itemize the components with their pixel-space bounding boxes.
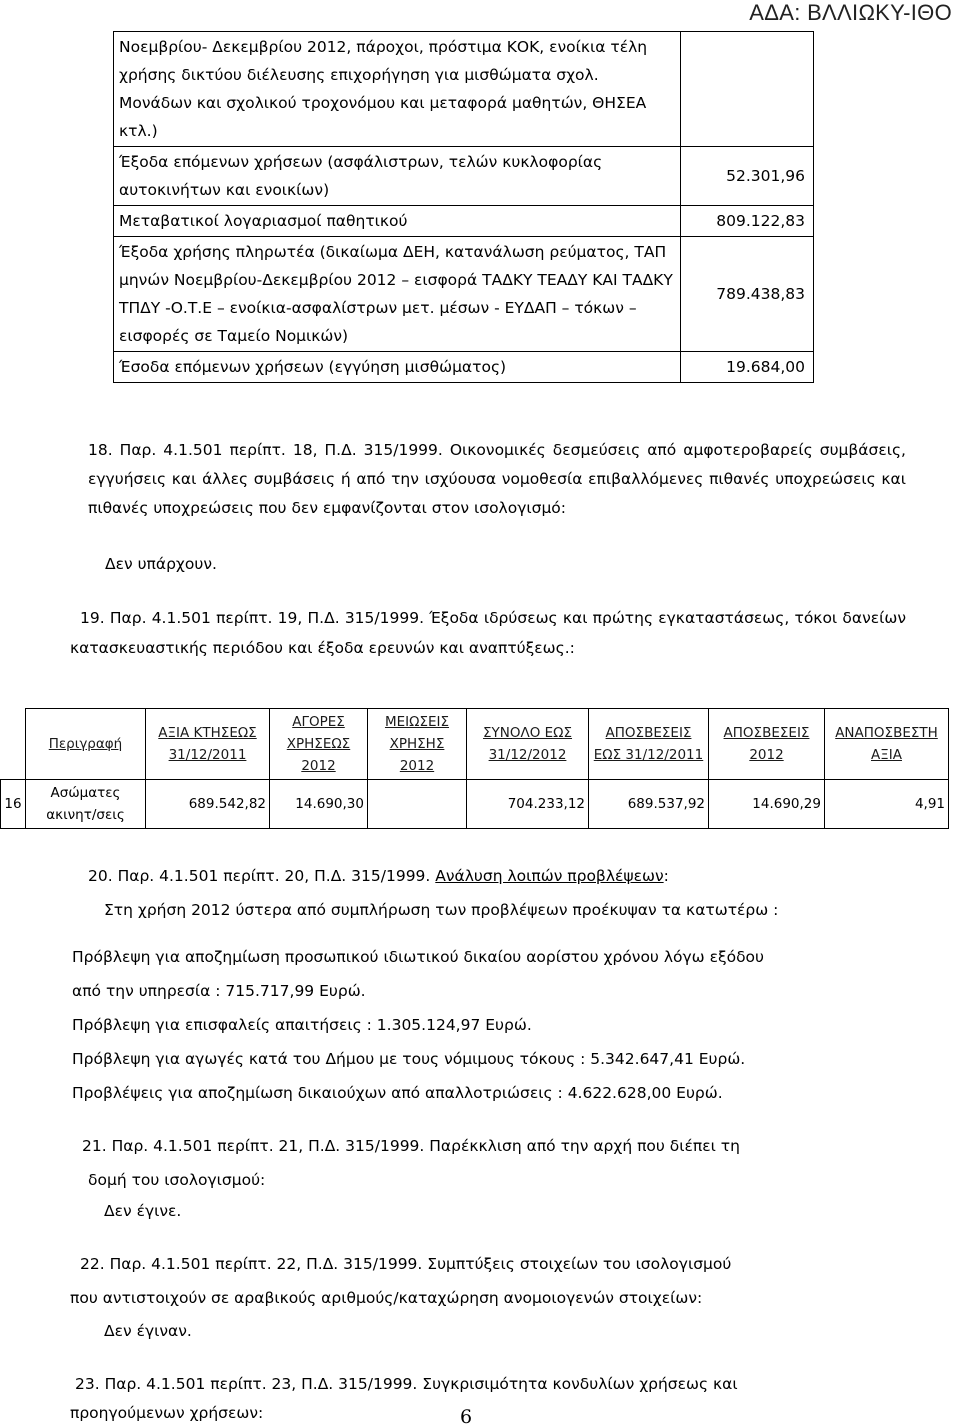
section-23-body: Συγκρισιμότητα κονδυλίων χρήσεως και [422, 1375, 738, 1393]
provision-1 [72, 978, 366, 1005]
provision-4 [72, 1080, 723, 1107]
row-number: 16 [1, 780, 26, 829]
provision-3 [72, 1046, 745, 1073]
provision-2-label: Πρόβλεψη για επισφαλείς απαιτήσεις : [72, 1016, 372, 1034]
table-row [114, 147, 814, 206]
table-row [114, 206, 814, 237]
page-number: 6 [460, 1406, 473, 1428]
section-22 [80, 1251, 731, 1278]
row-value: 789.438,83 [681, 237, 814, 352]
cell: 689.537,92 [589, 780, 709, 829]
col-header: ΑΠΟΣΒΕΣΕΙΣ 2012 [709, 709, 825, 780]
table-row [114, 352, 814, 383]
section-18-body: Οικονομικές δεσμεύσεις από αμφοτεροβαρείς συμβάσεις, εγγυήσεις και άλλες συμβάσεις ή από την ισχύουσα νομοθεσία επιβαλλόμενες πιθανές υποχρεώσεις και πιθανές υποχρεώσεις που δεν εμφανίζονται στον ισολογισμό: [88, 441, 906, 517]
section-22-head: 22. Παρ. 4.1.501 περίπτ. 22, Π.Δ. 315/1999. [80, 1255, 423, 1273]
balance-table [113, 31, 814, 383]
provision-3-label: Πρόβλεψη για αγωγές κατά του Δήμου με τους νόμιμους τόκους : [72, 1050, 586, 1068]
section-23 [75, 1371, 738, 1398]
section-21-answer: Δεν έγινε. [104, 1202, 182, 1220]
provision-2-value: 1.305.124,97 Ευρώ. [376, 1016, 532, 1034]
table-header-row [1, 709, 949, 780]
section-21-body-cont: δομή του ισολογισμού: [88, 1171, 266, 1189]
section-20-intro: Στη χρήση 2012 ύστερα από συμπλήρωση των προβλέψεων προέκυψαν τα κατωτέρω : [104, 901, 779, 919]
section-18-head: 18. Παρ. 4.1.501 περίπτ. 18, Π.Δ. 315/1999. [88, 441, 443, 459]
provision-1-value: 715.717,99 Ευρώ. [225, 982, 366, 1000]
provision-3-value: 5.342.647,41 Ευρώ. [590, 1050, 746, 1068]
section-19-body: Έξοδα ιδρύσεως και πρώτης εγκαταστάσεως, τόκοι δανείων κατασκευαστικής περιόδου και έξοδα ερευνών και αναπτύξεως.: [70, 609, 906, 657]
provision-4-value: 4.622.628,00 Ευρώ. [567, 1084, 723, 1102]
cell: 4,91 [825, 780, 949, 829]
assets-table [0, 708, 949, 829]
section-23-body-cont: προηγούμενων χρήσεων: [70, 1404, 264, 1422]
section-20-heading [88, 863, 669, 890]
row-desc: Μεταβατικοί λογαριασμοί παθητικού [114, 206, 681, 237]
section-20-title: Ανάλυση λοιπών προβλέψεων [435, 867, 664, 885]
col-header: ΑΓΟΡΕΣ ΧΡΗΣΕΩΣ 2012 [270, 709, 368, 780]
col-header: ΣΥΝΟΛΟ ΕΩΣ 31/12/2012 [467, 709, 589, 780]
provision-1a: Πρόβλεψη για αποζημίωση προσωπικού ιδιωτικού δικαίου αορίστου χρόνου λόγω εξόδου [72, 948, 765, 966]
row-value: 19.684,00 [681, 352, 814, 383]
section-22-body: Συμπτύξεις στοιχείων του ισολογισμού [427, 1255, 732, 1273]
section-18-answer: Δεν υπάρχουν. [105, 555, 217, 573]
row-value: 52.301,96 [681, 147, 814, 206]
table-row [114, 237, 814, 352]
row-desc: Έσοδα επόμενων χρήσεων (εγγύηση μισθώματος) [114, 352, 681, 383]
section-21-body: Παρέκκλιση από την αρχή που διέπει τη [429, 1137, 740, 1155]
table-row [114, 32, 814, 147]
row-desc: Έξοδα χρήσης πληρωτέα (δικαίωμα ΔΕΗ, κατανάλωση ρεύματος, ΤΑΠ μηνών Νοεμβρίου-Δεκεμβρίου 2012 – εισφορά ΤΑΔΚΥ ΤΕΑΔΥ ΚΑΙ ΤΑΔΚΥ ΤΠΔΥ -Ο.Τ.Ε – ενοίκια-ασφαλίστρων μετ. μέσων - ΕΥΔΑΠ – τόκων – εισφορές σε Ταμείο Νομικών) [114, 237, 681, 352]
col-header: ΜΕΙΩΣΕΙΣ ΧΡΗΣΗΣ 2012 [368, 709, 467, 780]
row-value: 809.122,83 [681, 206, 814, 237]
cell: 689.542,82 [146, 780, 270, 829]
section-19-head: 19. Παρ. 4.1.501 περίπτ. 19, Π.Δ. 315/1999. [80, 609, 425, 627]
row-desc: Ασώματες ακινητ/σεις [26, 780, 146, 829]
col-header: Περιγραφή [26, 709, 146, 780]
cell: 704.233,12 [467, 780, 589, 829]
cell: 14.690,29 [709, 780, 825, 829]
section-20-head: 20. Παρ. 4.1.501 περίπτ. 20, Π.Δ. 315/1999. [88, 867, 431, 885]
col-header: ΑΝΑΠΟΣΒΕΣΤΗ ΑΞΙΑ [825, 709, 949, 780]
col-header: ΑΞΙΑ ΚΤΗΣΕΩΣ 31/12/2011 [146, 709, 270, 780]
cell [368, 780, 467, 829]
section-18 [88, 436, 906, 523]
table-row [1, 780, 949, 829]
ada-code: ΑΔΑ: ΒΛΛΙΩΚΥ-ΙΘΟ [749, 0, 952, 25]
section-21-head: 21. Παρ. 4.1.501 περίπτ. 21, Π.Δ. 315/1999. [82, 1137, 425, 1155]
section-21 [82, 1133, 740, 1160]
cell: 14.690,30 [270, 780, 368, 829]
section-19 [70, 603, 906, 663]
section-22-body-cont: που αντιστοιχούν σε αραβικούς αριθμούς/καταχώρηση ανομοιογενών στοιχείων: [70, 1289, 703, 1307]
provision-1b: από την υπηρεσία : [72, 982, 221, 1000]
provision-2 [72, 1012, 532, 1039]
section-20-colon: : [663, 867, 669, 885]
col-header: ΑΠΟΣΒΕΣΕΙΣ ΕΩΣ 31/12/2011 [589, 709, 709, 780]
section-23-head: 23. Παρ. 4.1.501 περίπτ. 23, Π.Δ. 315/1999. [75, 1375, 418, 1393]
row-desc: Έξοδα επόμενων χρήσεων (ασφάλιστρων, τελών κυκλοφορίας αυτοκινήτων και ενοικίων) [114, 147, 681, 206]
row-desc: Νοεμβρίου- Δεκεμβρίου 2012, πάροχοι, πρόστιμα ΚΟΚ, ενοίκια τέλη χρήσης δικτύου διέλευσης επιχορήγηση για μισθώματα σχολ. Μονάδων και σχολικού τροχονόμου και μεταφορά μαθητών, ΘΗΣΕΑ κτλ.) [114, 32, 681, 147]
row-value [681, 32, 814, 147]
provision-4-label: Προβλέψεις για αποζημίωση δικαιούχων από απαλλοτριώσεις : [72, 1084, 563, 1102]
section-22-answer: Δεν έγιναν. [104, 1322, 192, 1340]
